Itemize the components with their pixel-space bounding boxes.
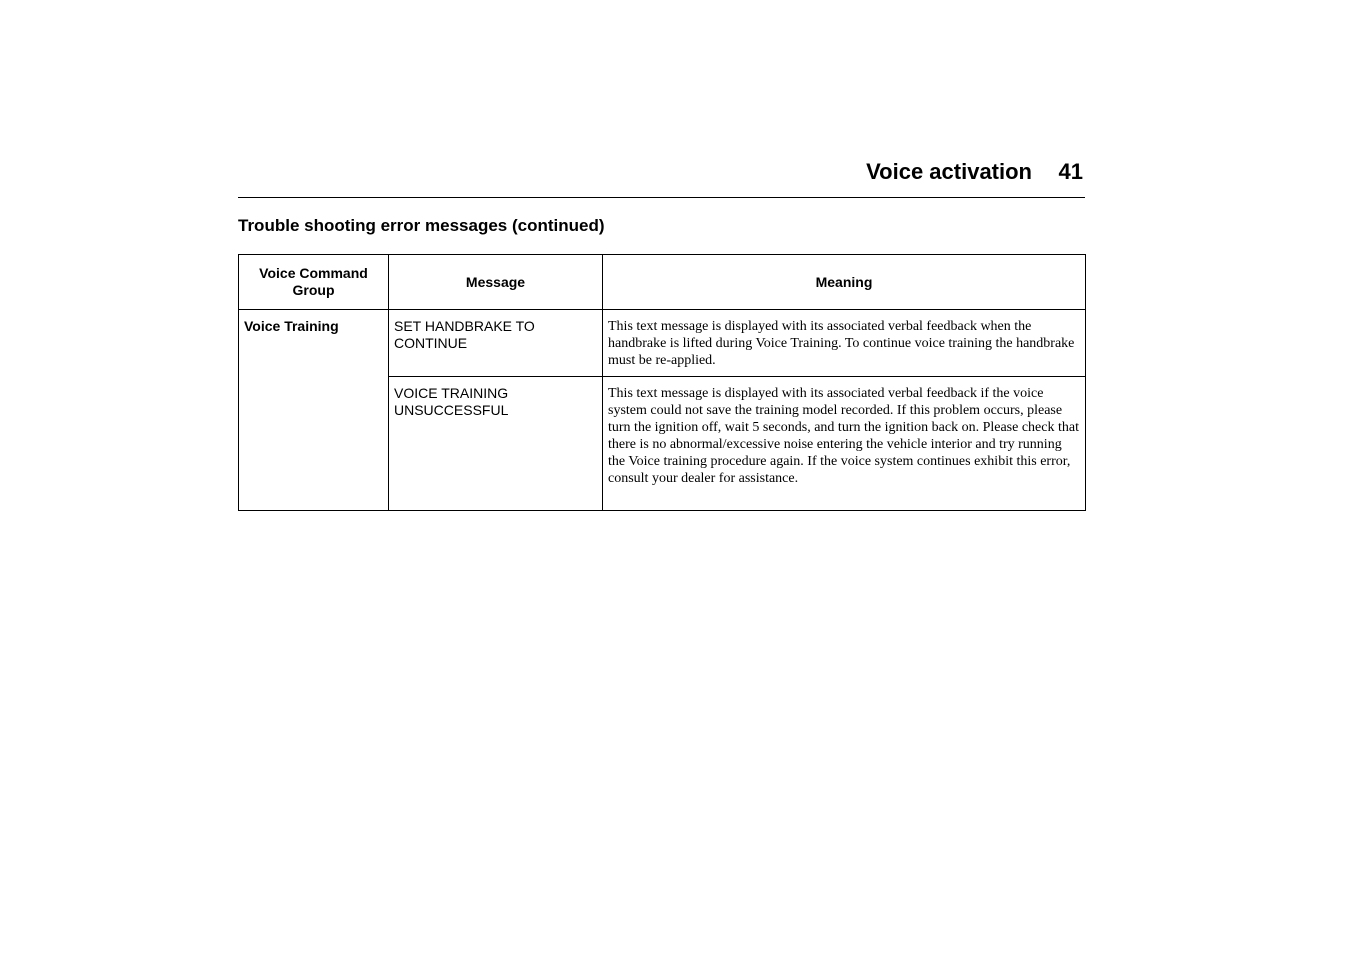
column-header-meaning: Meaning [603,255,1086,310]
page-number: 41 [1058,159,1083,184]
table-header-row [239,255,1086,310]
message-cell: VOICE TRAINING UNSUCCESSFUL [389,377,603,511]
table-row [239,310,1086,377]
page-title: Voice activation [866,159,1032,184]
meaning-cell: This text message is displayed with its associated verbal feedback when the handbrake is lifted during Voice Training. To continue voice training the handbrake must be re-applied. [603,310,1086,377]
column-header-message: Message [389,255,603,310]
page-header [238,156,1085,198]
column-header-voice-command-group: Voice Command Group [239,255,389,310]
voice-command-group-cell: Voice Training [239,310,389,511]
meaning-cell: This text message is displayed with its associated verbal feedback if the voice system could not save the training model recorded. If this problem occurs, please turn the ignition off, wait 5 seconds, and turn the ignition back on. Please check that there is no abnormal/excessive noise entering the vehicle interior and try running the Voice training procedure again. If the voice system continues exhibit this error, consult your dealer for assistance. [603,377,1086,511]
section-heading: Trouble shooting error messages (continued) [238,216,605,235]
trouble-shooting-table [238,254,1086,511]
message-cell: SET HANDBRAKE TO CONTINUE [389,310,603,377]
